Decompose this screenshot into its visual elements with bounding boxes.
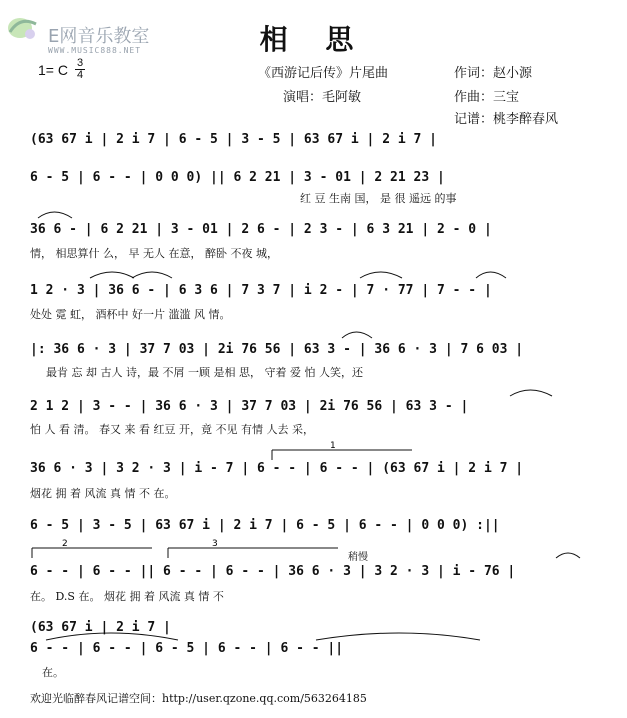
time-sig-bottom: 4	[76, 69, 84, 81]
ritardando-mark: 稍慢	[348, 552, 368, 563]
slur-7	[510, 390, 552, 396]
lyricist: 作词：赵小源	[454, 66, 533, 81]
song-title: 相 思	[259, 23, 368, 56]
slur-1	[38, 212, 72, 218]
score-row-7-lyrics: 烟花 拥 着 风流 真 情 不 在。	[30, 487, 176, 500]
score-row-3-lyrics: 情， 相思算什 么， 早 无人 在意， 醉卧 不夜 城，	[30, 247, 278, 260]
score-row-6-notes: 2 1 2 | 3 - - | 36 6 · 3 | 37 7 03 | 2i 76 56 | 63 3 - |	[30, 399, 469, 414]
tie-long-2	[46, 633, 178, 640]
slur-2	[90, 272, 134, 278]
volta-2-label: 2	[62, 539, 68, 549]
pickup-line: (63 67 i | 2 i 7 |	[30, 620, 171, 635]
score-row-10-lyrics: 在。	[42, 666, 64, 679]
singer: 演唱：毛阿敏	[283, 90, 362, 105]
tie-long-1	[316, 633, 480, 640]
volta-3-label: 3	[212, 539, 218, 549]
score-row-5-notes: |: 36 6 · 3 | 37 7 03 | 2i 76 56 | 63 3 - | 36 6 · 3 | 7 6 03 |	[30, 342, 524, 357]
score-row-7-notes: 36 6 · 3 | 3 2 · 3 | i - 7 | 6 - - | 6 - - | (63 67 i | 2 i 7 |	[30, 461, 524, 476]
score-row-8-notes: 6 - 5 | 3 - 5 | 63 67 i | 2 i 7 | 6 - 5 | 6 - - | 0 0 0) :||	[30, 518, 500, 533]
key-signature: 1= C	[38, 62, 68, 78]
score-row-1-notes: (63 67 i | 2 i 7 | 6 - 5 | 3 - 5 | 63 67 i | 2 i 7 |	[30, 132, 437, 147]
slur-4	[360, 272, 402, 278]
score-row-9-lyrics: 在。 D.S 在。 烟花 拥 着 风流 真 情 不	[30, 590, 224, 603]
source-note: 《西游记后传》片尾曲	[258, 66, 389, 81]
score-row-9-notes: 6 - - | 6 - - || 6 - - | 6 - - | 36 6 · 3 | 3 2 · 3 | i - 76 |	[30, 564, 516, 579]
slur-5	[476, 272, 506, 278]
logo-url: WWW.MUSIC888.NET	[48, 46, 142, 55]
score-row-4-notes: 1 2 · 3 | 36 6 - | 6 3 6 | 7 3 7 | i 2 - | 7 · 77 | 7 - - |	[30, 283, 492, 298]
time-sig-top: 3	[76, 57, 84, 69]
slur-6	[342, 332, 372, 338]
volta-bracket-1	[272, 450, 412, 460]
score-row-2-lyrics: 红 豆 生南 国， 是 很 遥远 的事	[300, 192, 457, 205]
composer: 作曲：三宝	[454, 90, 520, 105]
score-row-4-lyrics: 处处 霓 虹， 酒杯中 好一片 滥滥 风 情。	[30, 308, 231, 321]
slur-3	[132, 272, 172, 278]
volta-1-label: 1	[330, 441, 336, 451]
score-row-3-notes: 36 6 - | 6 2 21 | 3 - 01 | 2 6 - | 2 3 - | 6 3 21 | 2 - 0 |	[30, 222, 492, 237]
score-row-2-notes: 6 - 5 | 6 - - | 0 0 0) || 6 2 21 | 3 - 01 | 2 21 23 |	[30, 170, 445, 185]
logo-text: E网音乐教室	[48, 26, 150, 47]
score-row-6-lyrics: 怕 人 看 清。 春又 来 看 红豆 开，竟 不见 有情 人去 采，	[30, 423, 314, 436]
footer-link-text: 欢迎光临醉春风记谱空间：http://user.qzone.qq.com/563264185	[30, 692, 367, 705]
score-row-10-notes: 6 - - | 6 - - | 6 - 5 | 6 - - | 6 - - ||	[30, 641, 344, 656]
slur-8	[556, 553, 580, 558]
volta-bracket-3	[168, 548, 338, 558]
transcriber: 记谱：桃李醉春风	[454, 112, 559, 127]
volta-bracket-2	[32, 548, 152, 558]
score-row-5-lyrics: 最肯 忘 却 古人 诗，最 不屑 一顾 是相 思， 守着 爱 怕 人笑，还	[46, 366, 363, 379]
